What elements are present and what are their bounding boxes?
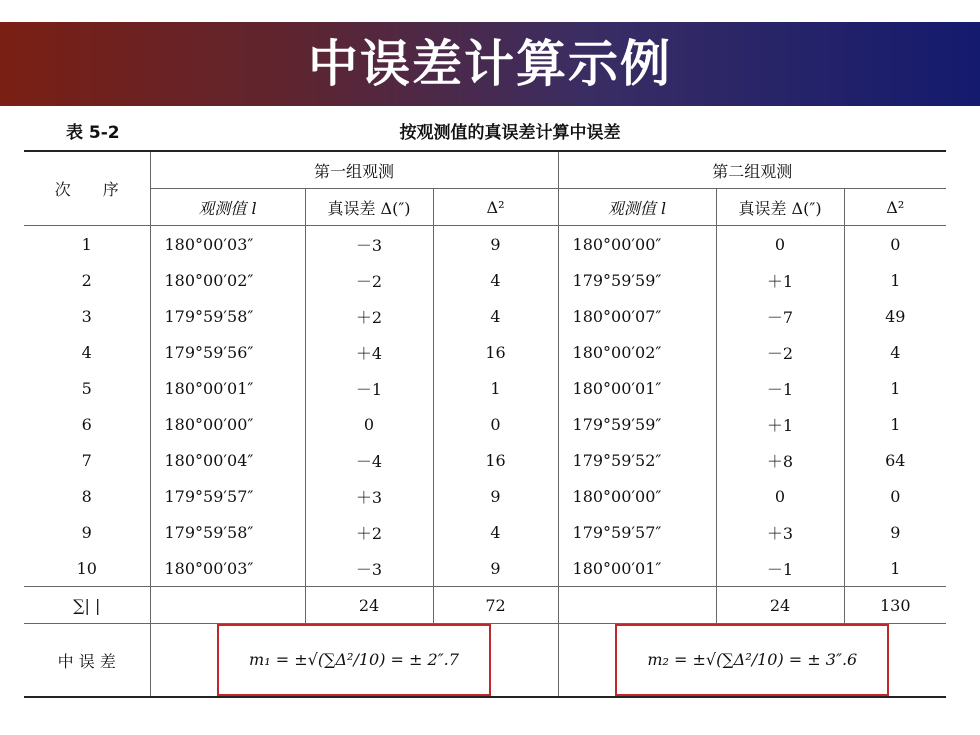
header-row-columns <box>24 189 946 226</box>
header-row-groups <box>24 151 946 189</box>
cell-obs-1: 179°59′56″ <box>150 334 305 370</box>
cell-err-2: －1 <box>716 550 844 587</box>
cell-obs-2: 179°59′59″ <box>558 406 716 442</box>
table-row <box>24 478 946 514</box>
cell-seq: 7 <box>24 442 150 478</box>
cell-sq-1: 9 <box>433 478 558 514</box>
cell-obs-1: 180°00′00″ <box>150 406 305 442</box>
cell-err-1: 0 <box>305 406 433 442</box>
cell-obs-2: 179°59′57″ <box>558 514 716 550</box>
cell-seq: 2 <box>24 262 150 298</box>
cell-obs-1: 179°59′58″ <box>150 514 305 550</box>
cell-seq: 10 <box>24 550 150 587</box>
cell-obs-1: 180°00′03″ <box>150 226 305 263</box>
cell-obs-1: 180°00′01″ <box>150 370 305 406</box>
sq-header-1: Δ² <box>433 189 558 226</box>
cell-err-1: －2 <box>305 262 433 298</box>
sum-empty-1 <box>150 587 305 624</box>
cell-err-1: ＋3 <box>305 478 433 514</box>
cell-obs-1: 179°59′58″ <box>150 298 305 334</box>
sum-g1-abs: 24 <box>305 587 433 624</box>
cell-obs-1: 180°00′03″ <box>150 550 305 587</box>
mean-error-cell-1 <box>150 624 558 698</box>
sum-label: ∑| | <box>24 587 150 624</box>
cell-obs-1: 179°59′57″ <box>150 478 305 514</box>
cell-sq-1: 1 <box>433 370 558 406</box>
title-banner <box>0 22 980 106</box>
obs-header-1: 观测值 l <box>150 189 305 226</box>
table-caption: 按观测值的真误差计算中误差 <box>399 123 621 143</box>
cell-err-2: －7 <box>716 298 844 334</box>
cell-seq: 1 <box>24 226 150 263</box>
cell-sq-1: 9 <box>433 550 558 587</box>
seq-header: 次 序 <box>24 151 150 226</box>
obs-header-2: 观测值 l <box>558 189 716 226</box>
cell-sq-1: 4 <box>433 514 558 550</box>
err-header-1: 真误差 Δ(″) <box>305 189 433 226</box>
table-label: 表 5-2 <box>66 123 120 143</box>
cell-sq-2: 4 <box>890 342 901 362</box>
cell-obs-2: 179°59′59″ <box>558 262 716 298</box>
cell-obs-2: 179°59′52″ <box>558 442 716 478</box>
table-row <box>24 298 946 334</box>
cell-err-1: －3 <box>305 226 433 263</box>
cell-err-1: ＋4 <box>305 334 433 370</box>
cell-sq-2: 1 <box>890 414 901 434</box>
slide-title: 中误差计算示例 <box>308 35 672 93</box>
cell-err-2: －2 <box>716 334 844 370</box>
cell-seq: 9 <box>24 514 150 550</box>
table-row <box>24 370 946 406</box>
cell-sq-1: 16 <box>433 442 558 478</box>
cell-err-1: －1 <box>305 370 433 406</box>
cell-sq-1: 0 <box>433 406 558 442</box>
cell-err-2: 0 <box>716 478 844 514</box>
cell-sq-2: 1 <box>890 558 901 578</box>
cell-seq: 4 <box>24 334 150 370</box>
error-table <box>24 150 946 698</box>
cell-err-2: －1 <box>716 370 844 406</box>
cell-seq: 3 <box>24 298 150 334</box>
formula-box-1: m₁ = ±√(∑Δ²/10) = ± 2″.7 <box>217 624 491 696</box>
mean-error-cell-2 <box>558 624 946 698</box>
cell-obs-2: 180°00′02″ <box>558 334 716 370</box>
cell-sq-2: 1 <box>890 270 901 290</box>
cell-err-2: ＋3 <box>716 514 844 550</box>
cell-err-2: ＋1 <box>716 406 844 442</box>
cell-err-2: 0 <box>716 226 844 263</box>
group1-header: 第一组观测 <box>150 151 558 189</box>
table-row <box>24 406 946 442</box>
table-row <box>24 226 946 263</box>
cell-sq-2: 49 <box>885 306 906 326</box>
table-row <box>24 262 946 298</box>
table-row <box>24 550 946 587</box>
sum-empty-2 <box>558 587 716 624</box>
sq-header-2: Δ² <box>844 189 946 226</box>
cell-err-1: －3 <box>305 550 433 587</box>
cell-err-1: －4 <box>305 442 433 478</box>
formula-box-2: m₂ = ±√(∑Δ²/10) = ± 3″.6 <box>615 624 889 696</box>
sum-g1-sq: 72 <box>433 587 558 624</box>
cell-obs-2: 180°00′01″ <box>558 370 716 406</box>
table-row <box>24 334 946 370</box>
cell-obs-1: 180°00′02″ <box>150 262 305 298</box>
cell-sq-1: 4 <box>433 298 558 334</box>
cell-sq-1: 4 <box>433 262 558 298</box>
cell-obs-2: 180°00′01″ <box>558 550 716 587</box>
sum-g2-abs: 24 <box>716 587 844 624</box>
sum-g2-sq: 130 <box>844 587 946 624</box>
sum-row <box>24 587 946 624</box>
cell-sq-2: 64 <box>885 450 906 470</box>
cell-obs-2: 180°00′00″ <box>558 226 716 263</box>
table-row <box>24 514 946 550</box>
cell-err-2: ＋1 <box>716 262 844 298</box>
err-header-2: 真误差 Δ(″) <box>716 189 844 226</box>
mean-error-row <box>24 624 946 698</box>
table-row <box>24 442 946 478</box>
cell-sq-2: 1 <box>890 378 901 398</box>
cell-sq-1: 16 <box>433 334 558 370</box>
cell-obs-2: 180°00′00″ <box>558 478 716 514</box>
mean-error-label: 中 误 差 <box>24 624 150 698</box>
cell-sq-2: 0 <box>890 486 901 506</box>
cell-obs-2: 180°00′07″ <box>558 298 716 334</box>
cell-seq: 5 <box>24 370 150 406</box>
cell-seq: 8 <box>24 478 150 514</box>
cell-seq: 6 <box>24 406 150 442</box>
group2-header: 第二组观测 <box>558 151 946 189</box>
cell-sq-2: 0 <box>890 234 901 254</box>
cell-err-2: ＋8 <box>716 442 844 478</box>
cell-err-1: ＋2 <box>305 298 433 334</box>
cell-err-1: ＋2 <box>305 514 433 550</box>
cell-sq-1: 9 <box>433 226 558 263</box>
cell-obs-1: 180°00′04″ <box>150 442 305 478</box>
cell-sq-2: 9 <box>890 522 901 542</box>
